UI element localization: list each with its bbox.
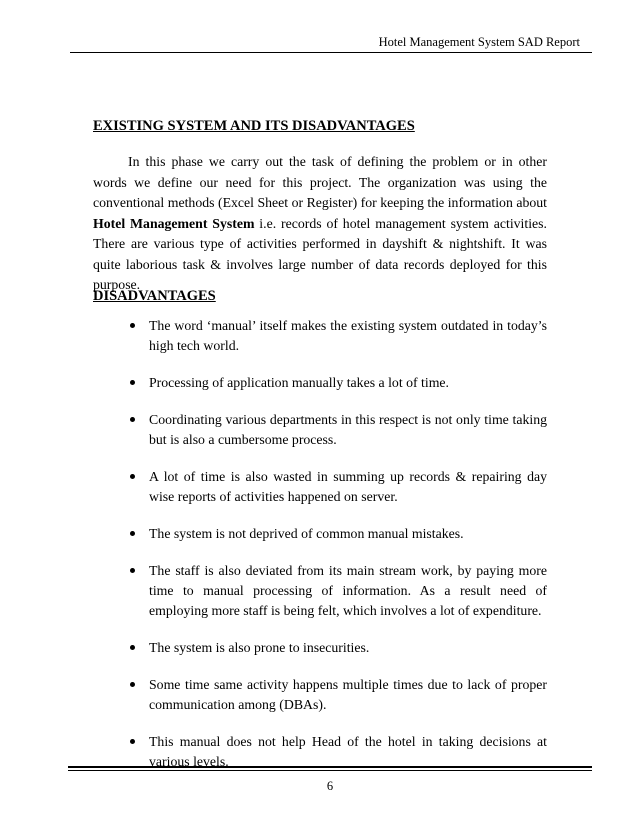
bullet-icon xyxy=(130,645,135,650)
bullet-icon xyxy=(130,380,135,385)
footer-rule-thin xyxy=(68,770,592,771)
header-title: Hotel Management System SAD Report xyxy=(378,35,580,49)
list-item-text: Some time same activity happens multiple times due to lack of proper communication among (DBAs). xyxy=(149,677,547,712)
list-item-text: Coordinating various departments in this respect is not only time taking but is also a cumbersome process. xyxy=(149,412,547,447)
list-item xyxy=(128,524,547,544)
bullet-icon xyxy=(130,682,135,687)
list-item xyxy=(128,373,547,393)
intro-text-before: In this phase we carry out the task of defining the problem or in other words we define our need for this project. The organization was using the conventional methods (Excel Sheet or Register) for keeping the information about xyxy=(93,154,547,210)
page-header xyxy=(70,34,592,54)
bullet-icon xyxy=(130,323,135,328)
disadvantages-list xyxy=(128,316,547,789)
bullet-icon xyxy=(130,531,135,536)
list-item-text: The word ‘manual’ itself makes the existing system outdated in today’s high tech world. xyxy=(149,318,547,353)
list-item-text: The staff is also deviated from its main stream work, by paying more time to manual processing of information. As a result need of employing more staff is being felt, which involves a lot of expenditure. xyxy=(149,563,547,618)
list-item xyxy=(128,316,547,356)
list-item-text: A lot of time is also wasted in summing up records & repairing day wise reports of activities happened on server. xyxy=(149,469,547,504)
list-item xyxy=(128,561,547,621)
list-item-text: The system is also prone to insecurities. xyxy=(149,640,370,655)
list-item xyxy=(128,410,547,450)
bullet-icon xyxy=(130,739,135,744)
list-item xyxy=(128,467,547,507)
list-item-text: Processing of application manually takes a lot of time. xyxy=(149,375,450,390)
intro-text-after: i.e. records of hotel management system activities. There are various type of activities performed in dayshift & nightshift. It was quite laborious task & involves large number of data records deployed for this purpose. xyxy=(93,215,547,292)
list-item xyxy=(128,638,547,658)
intro-text-bold: Hotel Management System xyxy=(93,215,255,231)
bullet-icon xyxy=(130,568,135,573)
bullet-icon xyxy=(130,474,135,479)
intro-paragraph xyxy=(93,152,547,296)
footer-rule-thick xyxy=(68,766,592,768)
page-number: 6 xyxy=(326,779,334,793)
list-item-text: The system is not deprived of common manual mistakes. xyxy=(149,526,464,541)
header-rule xyxy=(70,52,592,53)
disadvantages-heading: DISADVANTAGES xyxy=(93,288,216,304)
list-item xyxy=(128,675,547,715)
list-item-text: This manual does not help Head of the hotel in taking decisions at various levels. xyxy=(149,734,547,769)
bullet-icon xyxy=(130,417,135,422)
section-heading: EXISTING SYSTEM AND ITS DISADVANTAGES xyxy=(93,118,415,134)
